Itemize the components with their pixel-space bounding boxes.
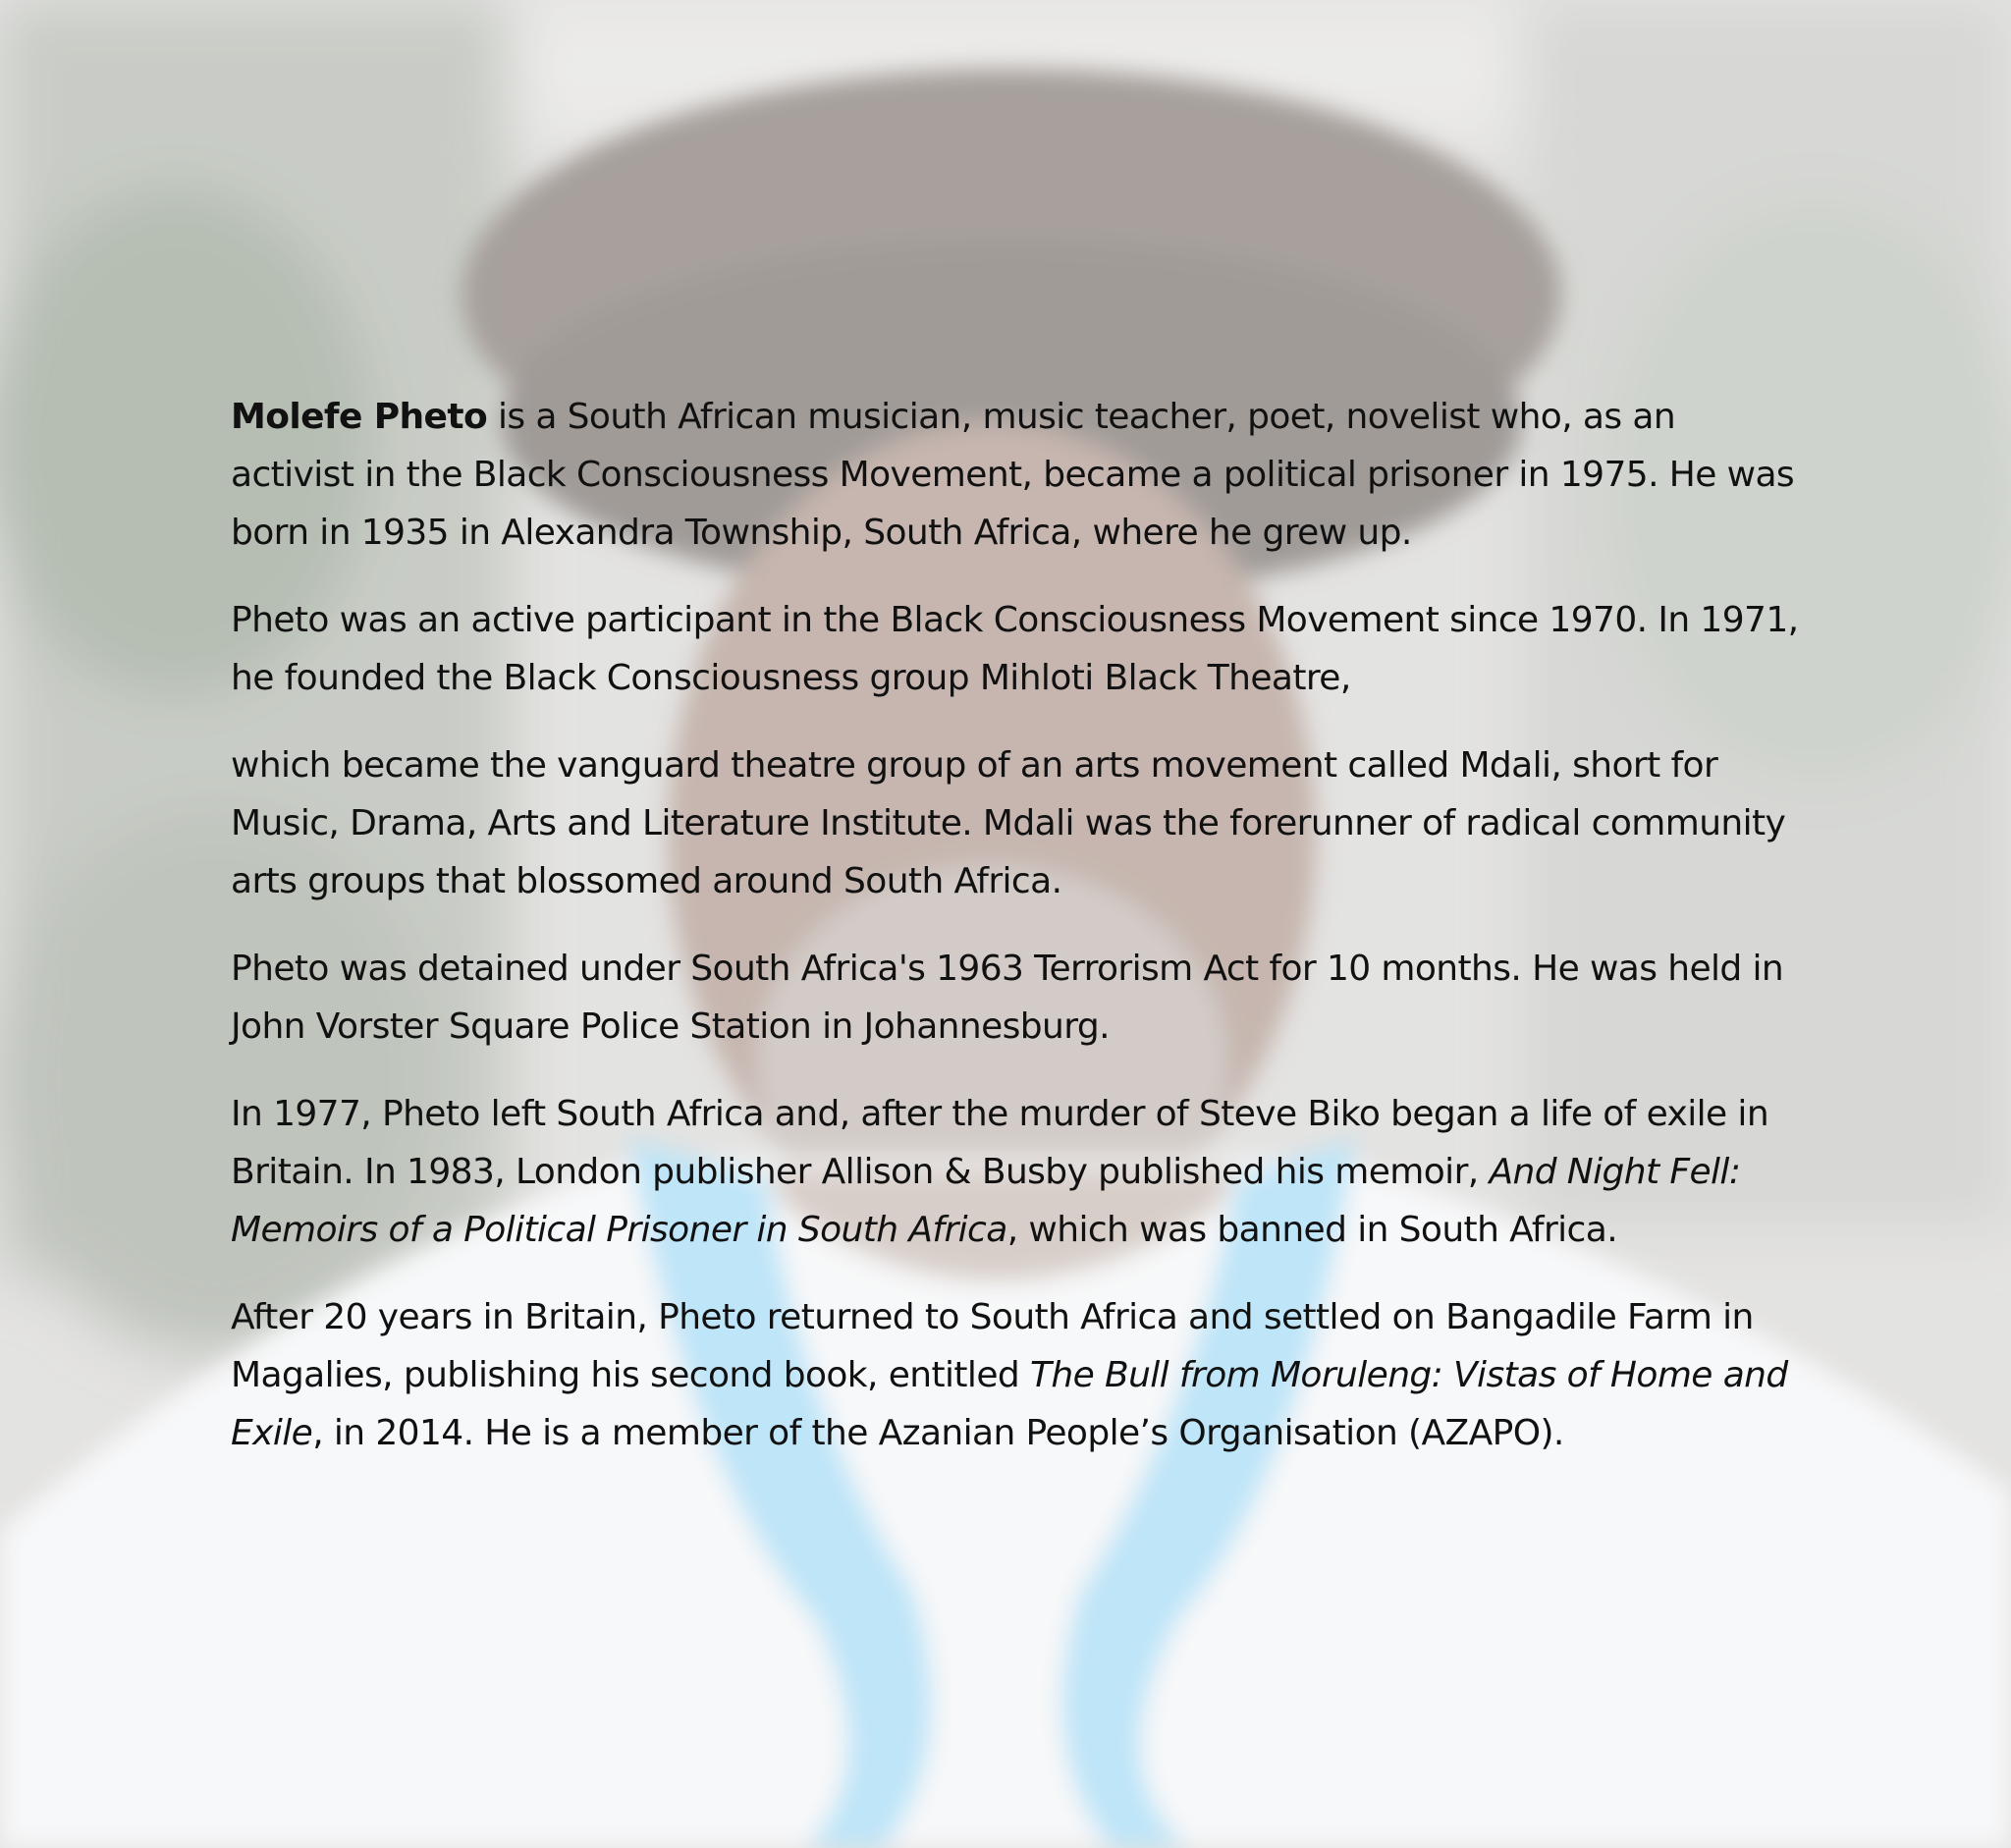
bio-paragraph-4: Pheto was detained under South Africa's 1963 Terrorism Act for 10 months. He was held in John Vorster Square Police Station in Johannesburg. (231, 949, 1784, 1047)
book-title: The Bull from Moruleng: Vistas of Home and Exile (231, 1355, 1788, 1453)
bio-paragraph-1: Molefe Pheto is a South African musician, music teacher, poet, novelist who, as an activist in the Black Consciousness Movement, became a political prisoner in 1975. He was born in 1935 in Alexandra Township, South Africa, where he grew up. (231, 397, 1795, 553)
bio-paragraph-6: After 20 years in Britain, Pheto returned to South Africa and settled on Bangadile Farm in Magalies, publishing his second book, entitled The Bull from Moruleng: Vistas of Home and Exile, in 2014. He is a member of the Azanian People’s Organisation (AZAPO). (231, 1297, 1788, 1453)
bio-paragraph-3: which became the vanguard theatre group of an arts movement called Mdali, short for Music, Drama, Arts and Literature Institute. Mdali was the forerunner of radical community arts groups that blossomed around South Africa. (231, 745, 1786, 901)
bio-paragraph-2: Pheto was an active participant in the Black Consciousness Movement since 1970. In 1971, he founded the Black Consciousness group Mihloti Black Theatre, (231, 600, 1799, 698)
subject-name: Molefe Pheto (231, 397, 488, 437)
memoir-title: And Night Fell: Memoirs of a Political Prisoner in South Africa (231, 1152, 1741, 1250)
bio-paragraph-5: In 1977, Pheto left South Africa and, after the murder of Steve Biko began a life of exile in Britain. In 1983, London publisher Allison & Busby published his memoir, And Night Fell: Memoirs of a Political Prisoner in South Africa, which was banned in South Africa. (231, 1094, 1769, 1250)
biography-text (231, 388, 1802, 1492)
